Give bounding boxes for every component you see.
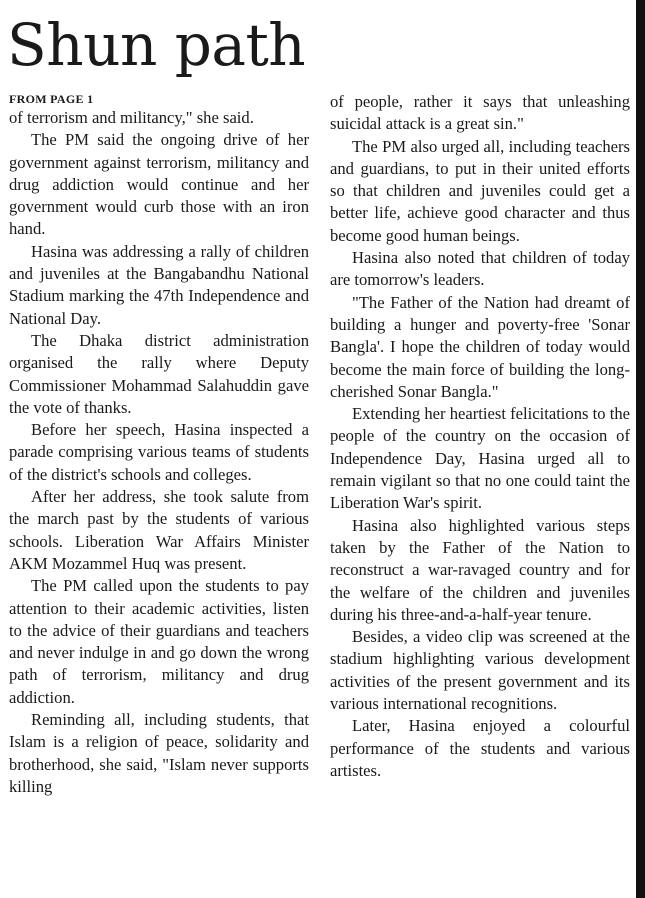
article-paragraph-split-start: Reminding all, including students, that Islam is a religion of peace, solidarity and brotherhood, she said, "Islam never supports killing (9, 710, 309, 796)
article-paragraph: Besides, a video clip was screened at the stadium highlighting various development activities of the present government and its various international recognitions. (330, 627, 630, 714)
article-paragraph: "The Father of the Nation had dreamt of building a hunger and poverty-free 'Sonar Bangla'. I hope the children of today would become the main force of building the long-cherished Sonar Bangla." (330, 292, 630, 401)
article-paragraph: Hasina also noted that children of today are tomorrow's leaders. (330, 248, 630, 290)
article-paragraph: Later, Hasina enjoyed a colourful performance of the students and various artistes. (330, 716, 630, 780)
article-paragraph: Before her speech, Hasina inspected a parade comprising various teams of students of the district's schools and colleges. (9, 420, 309, 484)
page-edge-border (636, 0, 645, 898)
headline: Shun path (7, 11, 306, 79)
article-paragraph: Hasina was addressing a rally of children and juveniles at the Bangabandhu National Stadium marking the 47th Independence and National Day. (9, 241, 309, 328)
article-paragraph: The PM also urged all, including teachers and guardians, to put in their united efforts so that children and juveniles could get a better life, achieve good character and thus become good human beings. (330, 136, 630, 245)
article-paragraph: Hasina also highlighted various steps taken by the Father of the Nation to reconstruct a war-ravaged country and for the welfare of the children and juveniles during his three-and-a-half-year tenure. (330, 515, 630, 624)
article-paragraph-split-end: of people, rather it says that unleashing suicidal attack is a great sin." (330, 92, 630, 134)
article-column-left (9, 91, 309, 798)
article-paragraph: The PM said the ongoing drive of her government against terrorism, militancy and drug addiction would continue and her government would curb those with an iron hand. (9, 130, 309, 239)
article-paragraph: After her address, she took salute from the march past by the students of various schools. Liberation War Affairs Minister AKM Mozammel Huq was present. (9, 487, 309, 573)
article-paragraph: of terrorism and militancy," she said. (9, 108, 254, 127)
article-column-right (330, 91, 630, 782)
article-paragraph: Extending her heartiest felicitations to the people of the country on the occasion of Independence Day, Hasina urged all to remain vigilant so that no one could taint the Liberation War's spirit. (330, 404, 630, 513)
continued-from-label: FROM PAGE 1 (9, 92, 94, 106)
article-paragraph: The PM called upon the students to pay attention to their academic activities, listen to the advice of their guardians and teachers and never indulge in and go down the wrong path of terrorism, militancy and drug addiction. (9, 576, 309, 707)
article-paragraph: The Dhaka district administration organised the rally where Deputy Commissioner Mohammad Salahuddin gave the vote of thanks. (9, 330, 309, 417)
